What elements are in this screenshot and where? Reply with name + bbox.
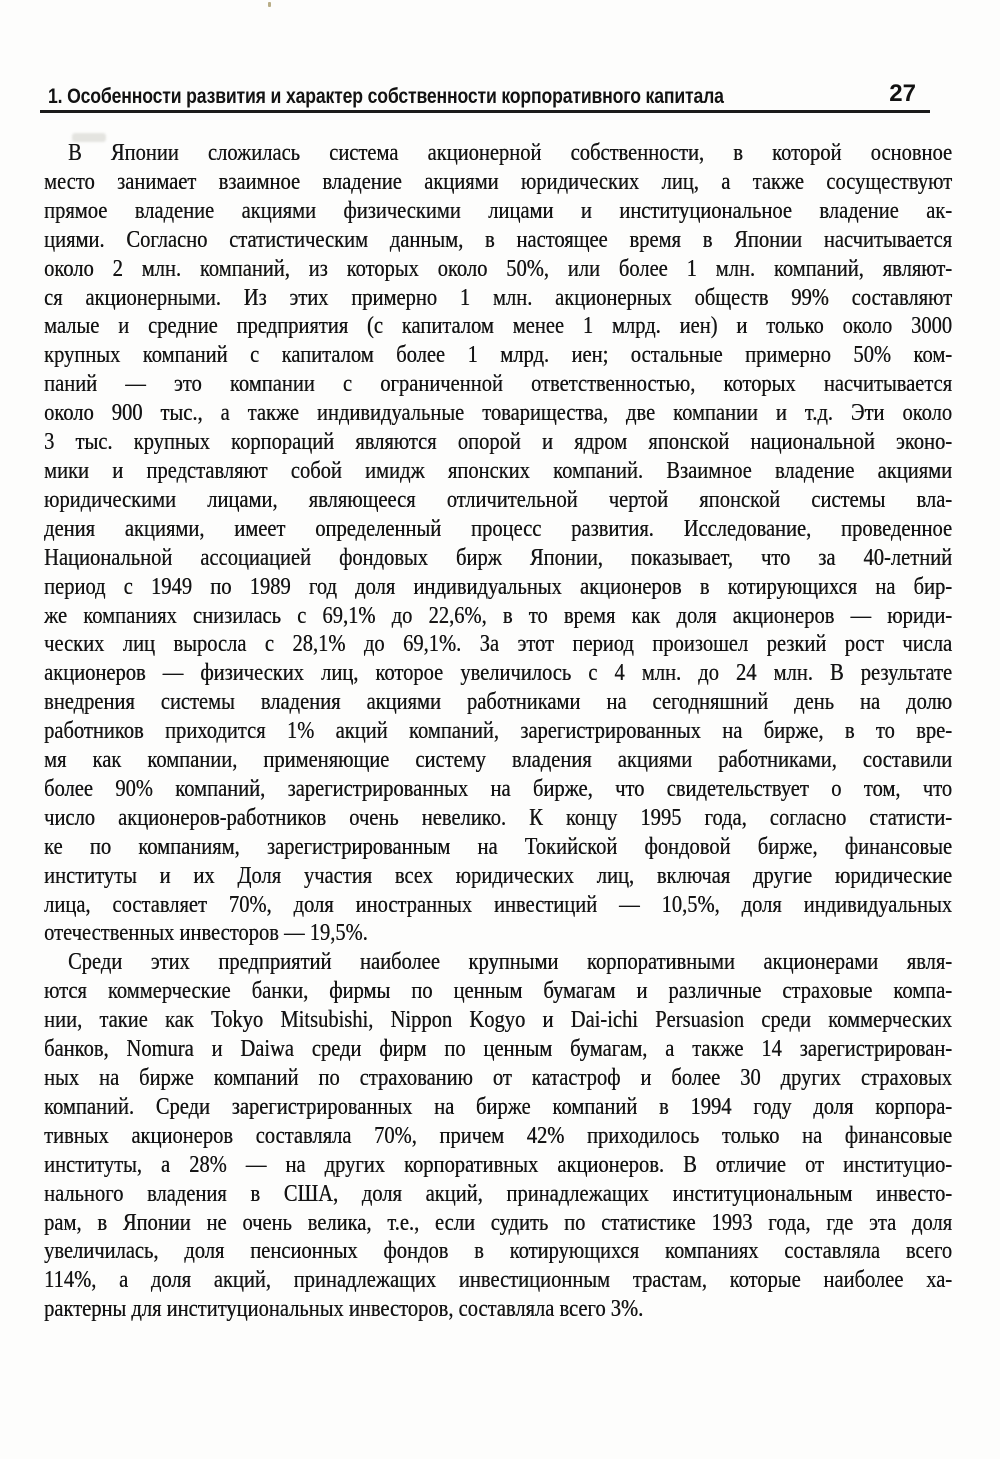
- text-line: нии, такие как Tokyo Mitsubishi, Nippon Kogyo и Dai-ichi Persuasion среди коммерческих: [44, 1007, 953, 1034]
- page-number: 27: [889, 80, 916, 107]
- text-line: мя как компании, применяющие систему владения акциями работниками, составили: [44, 747, 953, 774]
- text-line: внедрения системы владения акциями работниками на сегодняшний день на долю: [44, 689, 953, 716]
- text-line: паний — это компании с ограниченной ответственностью, которых насчитывается: [44, 371, 953, 398]
- text-line: тивных акционеров составляла 70%, причем 42% приходилось только на финансовые: [44, 1122, 953, 1149]
- text-line: 114%, а доля акций, принадлежащих инвестиционным трастам, которые наиболее ха-: [44, 1267, 953, 1294]
- text-line: рам, в Японии не очень велика, т.е., если судить по статистике 1993 года, где эта доля: [44, 1209, 953, 1236]
- text-line: дения акциями, имеет определенный процесс развития. Исследование, проведенное: [44, 515, 953, 542]
- text-line: период с 1949 по 1989 год доля индивидуальных акционеров в котирующихся на бир-: [44, 573, 953, 600]
- text-line: акционеров — физических лиц, которое увеличилось с 4 млн. до 24 млн. В результате: [44, 660, 953, 687]
- text-line: мики и представляют собой имидж японских компаний. Взаимное владение акциями: [44, 457, 953, 484]
- text-line: более 90% компаний, зарегистрированных на бирже, что свидетельствует о том, что: [44, 775, 953, 802]
- text-line: отечественных инвесторов — 19,5%.: [44, 920, 368, 947]
- text-line: В Японии сложилась система акционерной собственности, в которой основное: [67, 140, 953, 166]
- scan-artifact: [268, 2, 271, 7]
- text-line: крупных компаний с капиталом более 1 млрд. иен; остальные примерно 50% ком-: [44, 342, 953, 369]
- text-line: работников приходится 1% акций компаний, зарегистрированных на бирже, в то вре-: [44, 718, 953, 745]
- text-line: же компаниях снизилась с 69,1% до 22,6%, в то время как доля акционеров — юриди-: [44, 602, 953, 629]
- text-line: около 900 тыс., а также индивидуальные товарищества, две компании и т.д. Эти около: [44, 400, 953, 427]
- text-line: институты, а 28% — на других корпоративных акционеров. В отличие от институцио-: [44, 1151, 953, 1178]
- text-line: Национальной ассоциацией фондовых бирж Японии, показывает, что за 40-летний: [44, 544, 953, 571]
- text-line: 3 тыс. крупных корпораций являются опорой и ядром японской национальной эконо-: [44, 429, 953, 456]
- text-line: ческих лиц выросла с 28,1% до 69,1%. За этот период произошел резкий рост числа: [44, 631, 953, 658]
- text-line: ются коммерческие банки, фирмы по ценным бумагам и различные страховые компа-: [44, 978, 953, 1005]
- text-line: рактерны для институциональных инвесторов, составляла всего 3%.: [44, 1296, 644, 1323]
- text-line: малые и средние предприятия (с капиталом менее 1 млрд. иен) и только около 3000: [44, 313, 953, 340]
- text-line: юридическими лицами, являющееся отличительной чертой японской системы вла-: [44, 486, 953, 513]
- text-line: компаний. Среди зарегистрированных на бирже компаний в 1994 году доля корпора-: [44, 1093, 953, 1120]
- text-line: место занимает взаимное владение акциями юридических лиц, а также сосуществуют: [44, 168, 953, 195]
- text-line: Среди этих предприятий наиболее крупными корпоративными акционерами явля-: [67, 949, 953, 976]
- header-rule: [40, 110, 930, 113]
- text-line: институты и их Доля участия всех юридических лиц, включая другие юридические: [44, 862, 953, 889]
- text-line: циями. Согласно статистическим данным, в настоящее время в Японии насчитывается: [44, 226, 953, 253]
- running-header-title: 1. Особенности развития и характер собственности корпоративного капитала: [48, 84, 724, 108]
- text-line: ся акционерными. Из этих примерно 1 млн. акционерных обществ 99% составляют: [44, 284, 953, 311]
- text-line: около 2 млн. компаний, из которых около 50%, или более 1 млн. компаний, являют-: [44, 255, 953, 282]
- body-text: [44, 139, 952, 1324]
- text-line: увеличилась, доля пенсионных фондов в котирующихся компаниях составляла всего: [44, 1238, 953, 1265]
- text-line: нального владения в США, доля акций, принадлежащих институциональным инвесто-: [44, 1180, 953, 1207]
- text-line: число акционеров-работников очень невелико. К концу 1995 года, согласно статисти-: [44, 804, 953, 831]
- text-line: ных на бирже компаний по страхованию от катастроф и более 30 других страховых: [44, 1065, 953, 1091]
- text-line: ке по компаниям, зарегистрированным на Токийской фондовой бирже, финансовые: [44, 833, 953, 860]
- text-line: лица, составляет 70%, доля иностранных инвестиций — 10,5%, доля индивидуальных: [44, 891, 953, 918]
- text-line: банков, Nomura и Daiwa среди фирм по ценным бумагам, а также 14 зарегистрирован-: [44, 1036, 953, 1063]
- text-line: прямое владение акциями физическими лицами и институциональное владение ак-: [44, 197, 953, 224]
